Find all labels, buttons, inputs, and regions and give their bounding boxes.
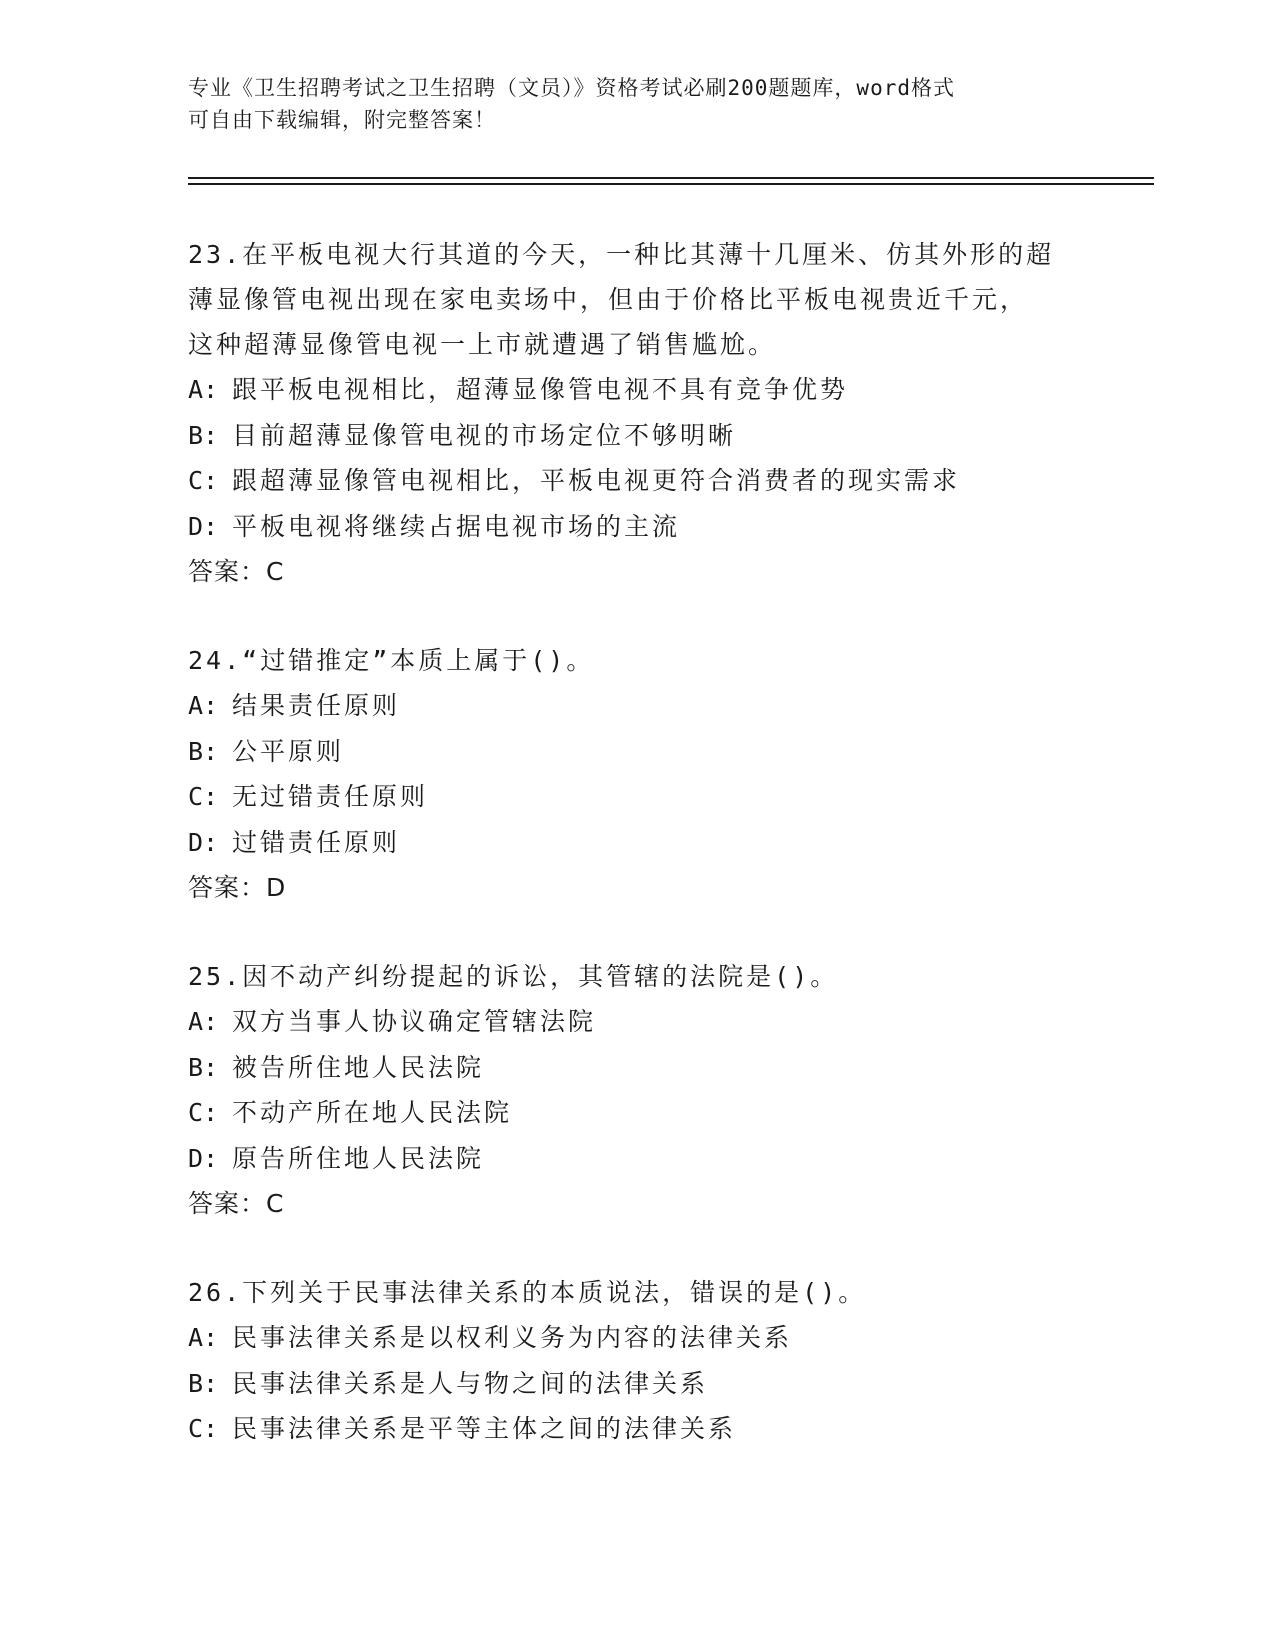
option-d — [188, 1136, 1148, 1182]
option-a — [188, 999, 1148, 1045]
option-letter: D: — [188, 511, 219, 541]
question-stem-line: 23.在平板电视大行其道的今天，一种比其薄十几厘米、仿其外形的超 — [188, 240, 1055, 269]
question-list — [188, 232, 1148, 1452]
option-letter: B: — [188, 736, 219, 766]
option-letter: B: — [188, 1052, 219, 1082]
question-24 — [188, 638, 1148, 910]
option-text: 无过错责任原则 — [232, 782, 429, 811]
option-text: 跟超薄显像管电视相比，平板电视更符合消费者的现实需求 — [232, 466, 961, 495]
question-stem-line: 26.下列关于民事法律关系的本质说法，错误的是()。 — [188, 1278, 867, 1307]
option-text: 双方当事人协议确定管辖法院 — [232, 1007, 597, 1036]
option-letter: C: — [188, 1414, 219, 1443]
option-a — [188, 1315, 1148, 1361]
option-b — [188, 729, 1148, 775]
option-a — [188, 683, 1148, 729]
option-d — [188, 820, 1148, 866]
option-letter: C: — [188, 782, 219, 811]
option-text: 不动产所在地人民法院 — [232, 1098, 513, 1127]
question-25 — [188, 954, 1148, 1226]
question-stem-line: 薄显像管电视出现在家电卖场中，但由于价格比平板电视贵近千元， — [188, 285, 1029, 314]
option-letter: D: — [188, 827, 219, 857]
option-text: 平板电视将继续占据电视市场的主流 — [232, 511, 681, 541]
answer-line: 答案：C — [188, 557, 285, 586]
document-header — [188, 72, 1088, 136]
option-text: 公平原则 — [232, 736, 345, 766]
option-text: 目前超薄显像管电视的市场定位不够明晰 — [232, 420, 737, 450]
header-rule-bottom — [188, 183, 1154, 185]
option-text: 被告所住地人民法院 — [232, 1052, 485, 1082]
question-23 — [188, 232, 1148, 594]
question-26 — [188, 1270, 1148, 1452]
option-d — [188, 504, 1148, 550]
answer-line: 答案：C — [188, 1189, 285, 1218]
question-stem-line: 24.“过错推定”本质上属于()。 — [188, 646, 595, 675]
option-c — [188, 1090, 1148, 1136]
header-rule-top — [188, 177, 1154, 179]
answer-line: 答案：D — [188, 873, 287, 902]
option-letter: A: — [188, 1007, 219, 1036]
option-letter: B: — [188, 1368, 219, 1398]
option-text: 过错责任原则 — [232, 827, 401, 857]
option-b — [188, 1045, 1148, 1091]
header-line-2: 可自由下载编辑，附完整答案！ — [188, 108, 496, 132]
question-stem-line: 25.因不动产纠纷提起的诉讼，其管辖的法院是()。 — [188, 962, 839, 991]
header-line-1: 专业《卫生招聘考试之卫生招聘（文员）》资格考试必刷200题题库，word格式 — [188, 76, 955, 100]
option-letter: B: — [188, 420, 219, 450]
option-text: 原告所住地人民法院 — [232, 1143, 485, 1173]
option-letter: A: — [188, 1323, 219, 1352]
option-letter: A: — [188, 691, 219, 720]
option-c — [188, 1406, 1148, 1452]
option-text: 民事法律关系是人与物之间的法律关系 — [232, 1368, 709, 1398]
question-stem-line: 这种超薄显像管电视一上市就遭遇了销售尴尬。 — [188, 330, 777, 359]
option-c — [188, 458, 1148, 504]
option-b — [188, 1361, 1148, 1407]
option-letter: A: — [188, 375, 219, 404]
option-letter: D: — [188, 1143, 219, 1173]
option-letter: C: — [188, 466, 219, 495]
option-letter: C: — [188, 1098, 219, 1127]
option-c — [188, 774, 1148, 820]
option-text: 跟平板电视相比，超薄显像管电视不具有竞争优势 — [232, 375, 849, 404]
option-text: 结果责任原则 — [232, 691, 401, 720]
option-text: 民事法律关系是以权利义务为内容的法律关系 — [232, 1323, 793, 1352]
option-text: 民事法律关系是平等主体之间的法律关系 — [232, 1414, 737, 1443]
option-b — [188, 413, 1148, 459]
option-a — [188, 367, 1148, 413]
